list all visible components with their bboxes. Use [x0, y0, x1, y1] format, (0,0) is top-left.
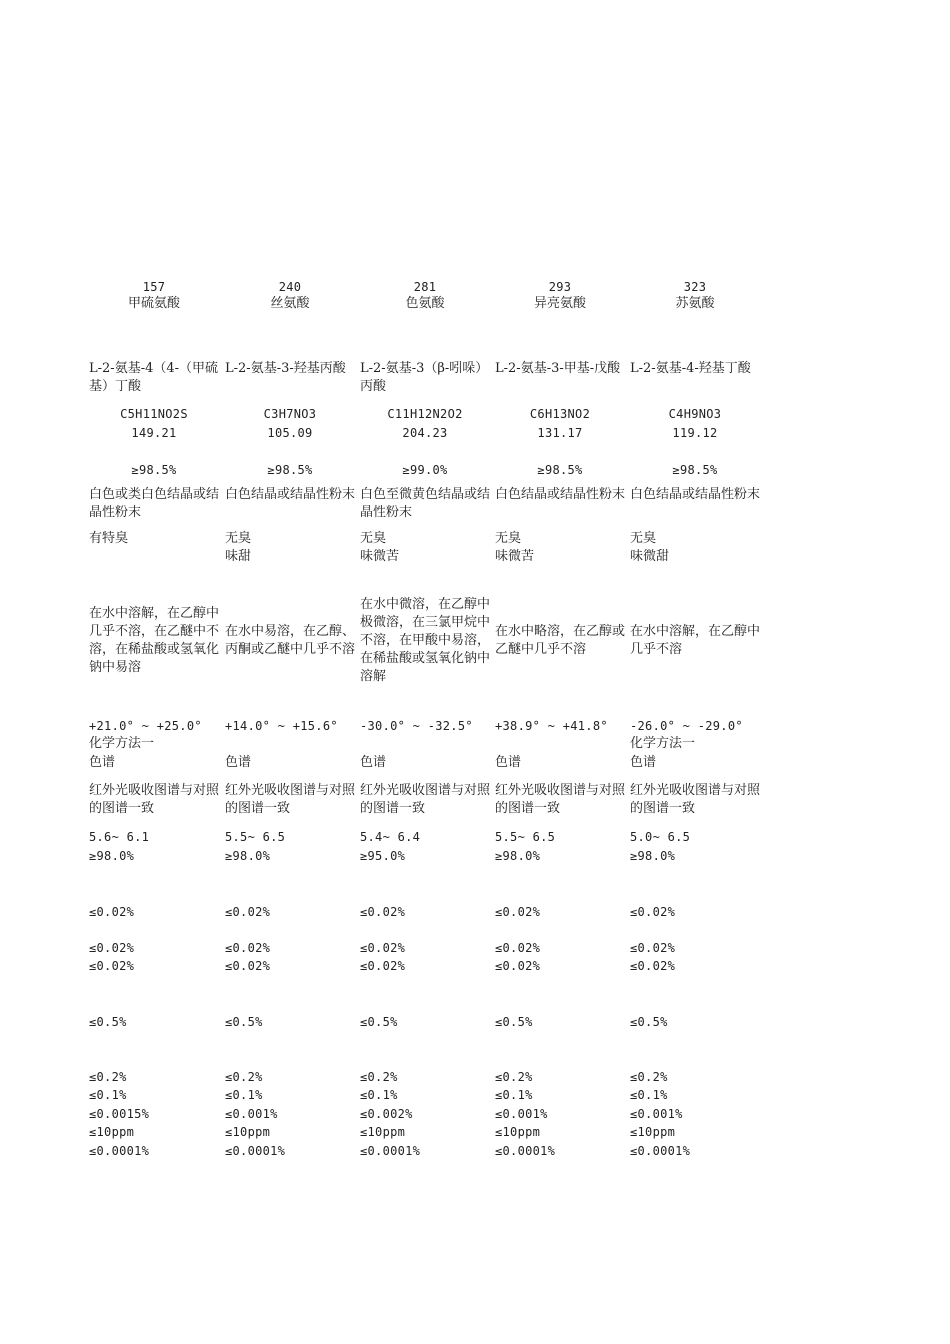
- cell-ph: 5.0~ 6.5: [630, 830, 691, 844]
- cell-transmittance: ≥98.0%: [630, 849, 676, 863]
- cell-limit-7: ≤0.001%: [225, 1107, 278, 1121]
- cell-solubility: 在水中略溶，在乙醇或乙醚中几乎不溶: [495, 624, 626, 657]
- cell-transmittance: ≥98.0%: [89, 849, 135, 863]
- cell-limit-4: ≤0.5%: [630, 1015, 668, 1029]
- cell-limit-5: ≤0.2%: [495, 1070, 533, 1084]
- cell-ir: 红外光吸收图谱与对照的图谱一致: [495, 783, 626, 816]
- cell-limit-8: ≤10ppm: [360, 1125, 406, 1139]
- cell-id-method-b: 色谱: [89, 755, 116, 770]
- cell-limit-9: ≤0.0001%: [225, 1144, 286, 1158]
- cell-limit-1: ≤0.02%: [360, 905, 406, 919]
- cell-solubility: 在水中溶解，在乙醇中几乎不溶，在乙醚中不溶，在稀盐酸或氢氧化钠中易溶: [89, 606, 220, 675]
- cell-name: 甲硫氨酸: [127, 296, 180, 311]
- cell-ir: 红外光吸收图谱与对照的图谱一致: [225, 783, 356, 816]
- cell-limit-2: ≤0.02%: [495, 941, 541, 955]
- cell-name: 丝氨酸: [270, 296, 310, 311]
- column-240: [225, 0, 361, 1344]
- cell-chemical-name: L-2-氨基-3（β-吲哚）丙酸: [360, 361, 489, 394]
- cell-limit-5: ≤0.2%: [360, 1070, 398, 1084]
- cell-solubility: 在水中易溶，在乙醇、丙酮或乙醚中几乎不溶: [225, 624, 356, 657]
- cell-limit-3: ≤0.02%: [495, 959, 541, 973]
- cell-limit-4: ≤0.5%: [495, 1015, 533, 1029]
- cell-odor-taste: 无臭 味微甜: [630, 531, 670, 564]
- cell-limit-7: ≤0.001%: [630, 1107, 683, 1121]
- cell-transmittance: ≥98.0%: [225, 849, 271, 863]
- cell-limit-5: ≤0.2%: [89, 1070, 127, 1084]
- cell-limit-9: ≤0.0001%: [630, 1144, 691, 1158]
- cell-rotation: +38.9° ~ +41.8°: [495, 719, 608, 733]
- cell-molecular-weight: 131.17: [537, 426, 583, 440]
- column-293: [495, 0, 631, 1344]
- cell-limit-1: ≤0.02%: [225, 905, 271, 919]
- cell-ir: 红外光吸收图谱与对照的图谱一致: [360, 783, 491, 816]
- cell-assay: ≥99.0%: [402, 463, 448, 477]
- cell-appearance: 白色或类白色结晶或结晶性粉末: [89, 487, 220, 520]
- column-323: [630, 0, 766, 1344]
- cell-odor-taste: 无臭 味微苦: [495, 531, 535, 564]
- cell-limit-9: ≤0.0001%: [89, 1144, 150, 1158]
- cell-limit-2: ≤0.02%: [630, 941, 676, 955]
- cell-name: 异亮氨酸: [533, 296, 586, 311]
- column-157: [89, 0, 225, 1344]
- cell-molecular-weight: 149.21: [131, 426, 177, 440]
- cell-number: 293: [548, 280, 572, 294]
- cell-limit-6: ≤0.1%: [225, 1088, 263, 1102]
- cell-formula: C5H11NO2S: [120, 407, 188, 421]
- cell-assay: ≥98.5%: [131, 463, 177, 477]
- cell-ph: 5.6~ 6.1: [89, 830, 150, 844]
- cell-limit-7: ≤0.002%: [360, 1107, 413, 1121]
- cell-limit-1: ≤0.02%: [89, 905, 135, 919]
- cell-limit-6: ≤0.1%: [630, 1088, 668, 1102]
- cell-id-method-b: 色谱: [360, 755, 387, 770]
- cell-limit-8: ≤10ppm: [89, 1125, 135, 1139]
- cell-transmittance: ≥98.0%: [495, 849, 541, 863]
- cell-limit-4: ≤0.5%: [89, 1015, 127, 1029]
- cell-number: 281: [413, 280, 437, 294]
- cell-odor-taste: 无臭 味微苦: [360, 531, 400, 564]
- cell-formula: C4H9NO3: [668, 407, 722, 421]
- cell-limit-3: ≤0.02%: [89, 959, 135, 973]
- cell-limit-8: ≤10ppm: [630, 1125, 676, 1139]
- cell-limit-5: ≤0.2%: [225, 1070, 263, 1084]
- cell-ph: 5.5~ 6.5: [495, 830, 556, 844]
- cell-number: 240: [278, 280, 302, 294]
- cell-chemical-name: L-2-氨基-3-甲基-戊酸: [495, 361, 621, 376]
- cell-number: 157: [142, 280, 166, 294]
- cell-ir: 红外光吸收图谱与对照的图谱一致: [89, 783, 220, 816]
- cell-solubility: 在水中微溶，在乙醇中极微溶，在三氯甲烷中不溶，在甲酸中易溶，在稀盐酸或氢氧化钠中溶解: [360, 597, 491, 684]
- cell-limit-3: ≤0.02%: [360, 959, 406, 973]
- cell-limit-6: ≤0.1%: [495, 1088, 533, 1102]
- cell-limit-8: ≤10ppm: [225, 1125, 271, 1139]
- cell-chemical-name: L-2-氨基-3-羟基丙酸: [225, 361, 346, 376]
- cell-formula: C6H13NO2: [529, 407, 591, 421]
- cell-number: 323: [683, 280, 707, 294]
- cell-limit-2: ≤0.02%: [360, 941, 406, 955]
- cell-limit-4: ≤0.5%: [225, 1015, 263, 1029]
- cell-rotation: -30.0° ~ -32.5°: [360, 719, 473, 733]
- cell-molecular-weight: 204.23: [402, 426, 448, 440]
- cell-id-method-b: 色谱: [495, 755, 522, 770]
- cell-name: 苏氨酸: [675, 296, 715, 311]
- cell-solubility: 在水中溶解，在乙醇中几乎不溶: [630, 624, 761, 657]
- cell-limit-6: ≤0.1%: [89, 1088, 127, 1102]
- cell-limit-3: ≤0.02%: [225, 959, 271, 973]
- column-281: [360, 0, 496, 1344]
- cell-id-method-a: 化学方法一: [89, 736, 155, 751]
- cell-limit-1: ≤0.02%: [630, 905, 676, 919]
- cell-ir: 红外光吸收图谱与对照的图谱一致: [630, 783, 761, 816]
- cell-assay: ≥98.5%: [267, 463, 313, 477]
- cell-name: 色氨酸: [405, 296, 445, 311]
- cell-chemical-name: L-2-氨基-4-羟基丁酸: [630, 361, 751, 376]
- cell-formula: C3H7NO3: [263, 407, 317, 421]
- cell-ph: 5.4~ 6.4: [360, 830, 421, 844]
- cell-limit-8: ≤10ppm: [495, 1125, 541, 1139]
- cell-limit-6: ≤0.1%: [360, 1088, 398, 1102]
- cell-limit-3: ≤0.02%: [630, 959, 676, 973]
- cell-limit-4: ≤0.5%: [360, 1015, 398, 1029]
- cell-formula: C11H12N2O2: [387, 407, 463, 421]
- cell-limit-7: ≤0.0015%: [89, 1107, 150, 1121]
- cell-chemical-name: L-2-氨基-4（4-（甲硫基）丁酸: [89, 361, 219, 394]
- cell-limit-9: ≤0.0001%: [360, 1144, 421, 1158]
- cell-limit-5: ≤0.2%: [630, 1070, 668, 1084]
- cell-appearance: 白色结晶或结晶性粉末: [225, 487, 356, 502]
- cell-limit-9: ≤0.0001%: [495, 1144, 556, 1158]
- cell-limit-1: ≤0.02%: [495, 905, 541, 919]
- cell-molecular-weight: 105.09: [267, 426, 313, 440]
- cell-limit-2: ≤0.02%: [89, 941, 135, 955]
- cell-id-method-b: 色谱: [630, 755, 657, 770]
- cell-transmittance: ≥95.0%: [360, 849, 406, 863]
- cell-rotation: +14.0° ~ +15.6°: [225, 719, 338, 733]
- cell-molecular-weight: 119.12: [672, 426, 718, 440]
- cell-limit-2: ≤0.02%: [225, 941, 271, 955]
- cell-odor-taste: 有特臭: [89, 531, 129, 546]
- cell-id-method-b: 色谱: [225, 755, 252, 770]
- cell-rotation: -26.0° ~ -29.0°: [630, 719, 743, 733]
- cell-appearance: 白色结晶或结晶性粉末: [495, 487, 626, 502]
- cell-limit-7: ≤0.001%: [495, 1107, 548, 1121]
- cell-ph: 5.5~ 6.5: [225, 830, 286, 844]
- cell-appearance: 白色结晶或结晶性粉末: [630, 487, 761, 502]
- cell-assay: ≥98.5%: [537, 463, 583, 477]
- cell-appearance: 白色至微黄色结晶或结晶性粉末: [360, 487, 491, 520]
- cell-odor-taste: 无臭 味甜: [225, 531, 252, 564]
- cell-id-method-a: 化学方法一: [630, 736, 696, 751]
- cell-assay: ≥98.5%: [672, 463, 718, 477]
- cell-rotation: +21.0° ~ +25.0°: [89, 719, 202, 733]
